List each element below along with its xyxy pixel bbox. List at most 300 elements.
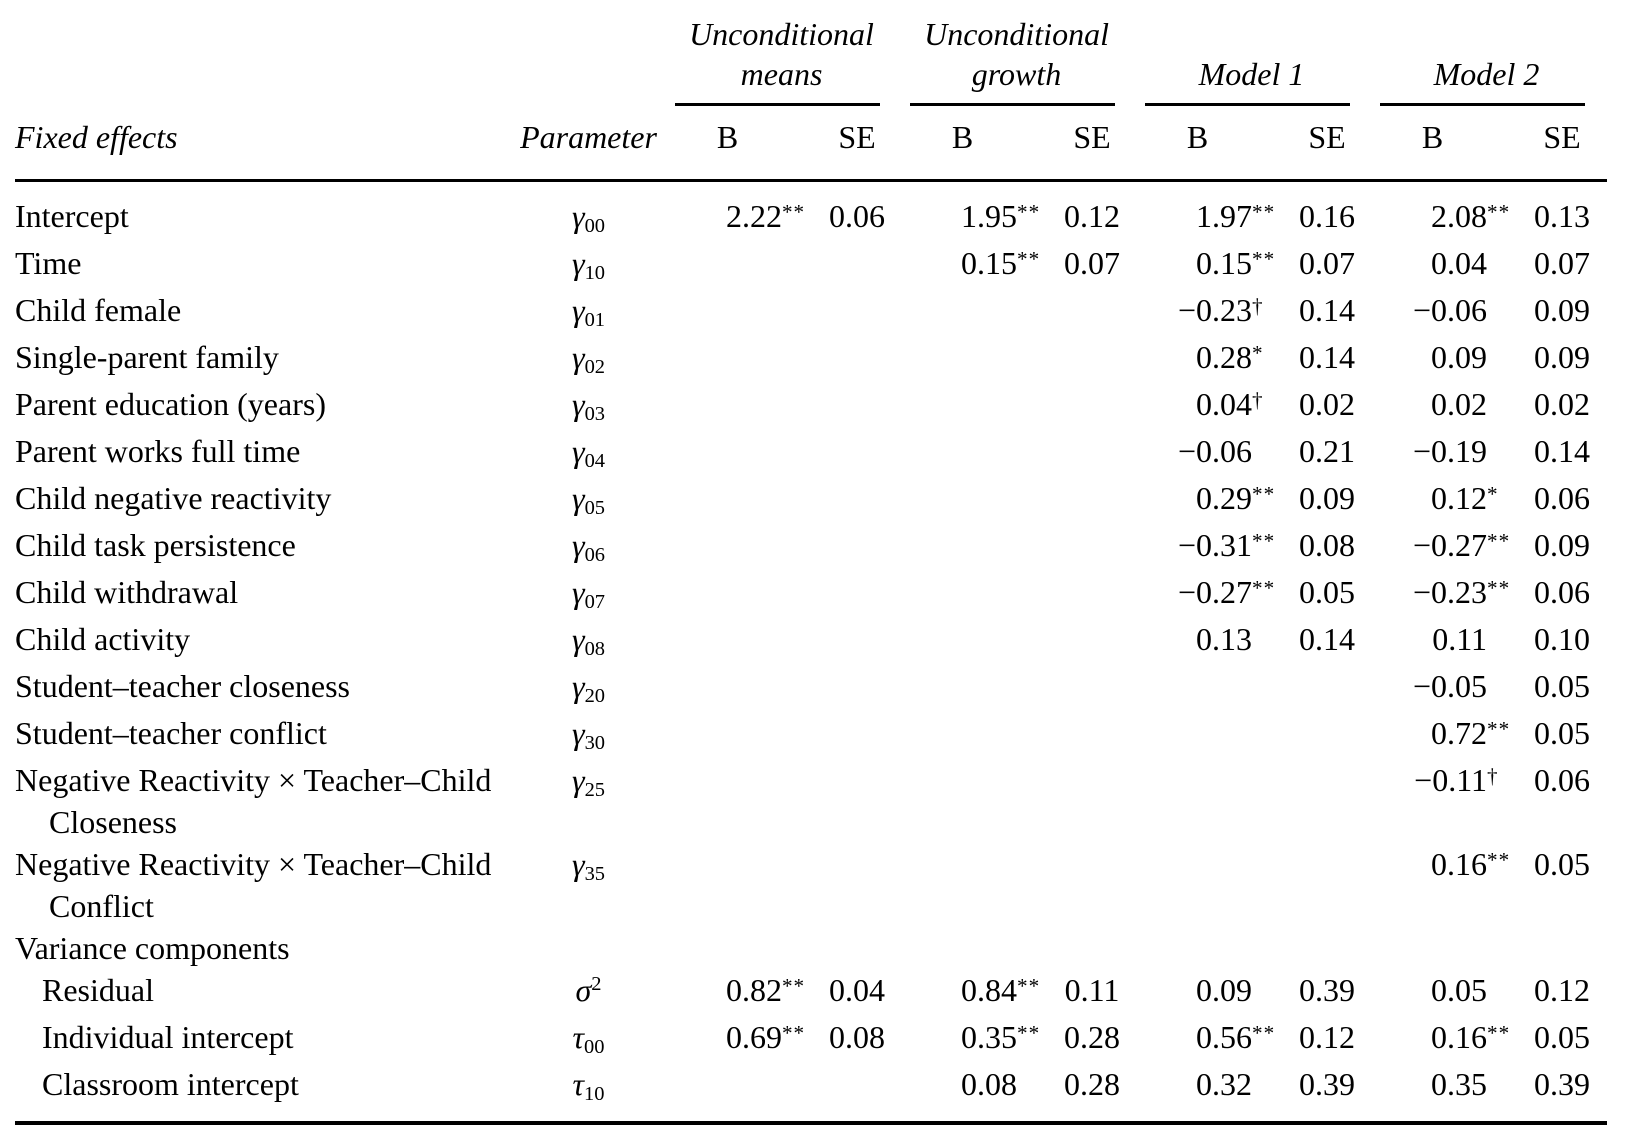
parameter-base: γ xyxy=(571,432,585,469)
group-header-model-1 xyxy=(1137,8,1372,106)
b-value: 0.04 † xyxy=(1196,383,1252,425)
se-value-cell xyxy=(1282,336,1372,383)
se-value-cell xyxy=(812,927,902,969)
significance-marker: ** xyxy=(1252,199,1276,224)
b-value: 0.02 xyxy=(1431,385,1488,422)
b-value-cell xyxy=(902,969,1047,1016)
b-value-cell xyxy=(667,1063,812,1123)
significance-marker: * xyxy=(1252,340,1264,365)
parameter-subscript: 06 xyxy=(584,543,606,566)
b-value-cell xyxy=(1372,618,1517,665)
b-value-cell xyxy=(1372,712,1517,759)
parameter-subscript: 35 xyxy=(584,862,606,885)
parameter-subscript: 08 xyxy=(584,637,606,660)
parameter-subscript: 20 xyxy=(584,684,606,707)
significance-marker: ** xyxy=(1487,847,1511,872)
significance-marker: ** xyxy=(782,973,806,998)
se-value: 0.09 xyxy=(1534,338,1591,375)
se-value-cell xyxy=(1282,180,1372,242)
table-row xyxy=(15,242,1607,289)
row-label-text: Parent education (years) xyxy=(15,385,326,422)
se-value-cell xyxy=(812,618,902,665)
parameter-symbol xyxy=(510,430,667,477)
b-value-cell xyxy=(902,180,1047,242)
b-value-cell xyxy=(902,712,1047,759)
b-value-cell xyxy=(1372,430,1517,477)
table-row xyxy=(15,712,1607,759)
table-row xyxy=(15,1016,1607,1063)
se-value: 0.04 xyxy=(829,971,885,1008)
column-header-parameter: Parameter xyxy=(510,106,667,180)
se-value-cell xyxy=(1047,289,1137,336)
b-value-cell xyxy=(667,180,812,242)
se-value: 0.09 xyxy=(1534,291,1591,328)
se-value-cell xyxy=(812,336,902,383)
group-header-model-2 xyxy=(1372,8,1607,106)
table-row xyxy=(15,289,1607,336)
column-header-b: B xyxy=(902,106,1047,180)
group-label: Model 2 xyxy=(1433,56,1540,92)
b-value-cell xyxy=(667,927,812,969)
b-value: −0.31 ** xyxy=(1178,524,1252,566)
parameter-symbol xyxy=(510,180,667,242)
table-row xyxy=(15,1063,1607,1123)
b-value-cell xyxy=(667,242,812,289)
se-value-cell xyxy=(1517,759,1607,843)
b-value-cell xyxy=(667,289,812,336)
se-value-cell xyxy=(1047,430,1137,477)
se-value-cell xyxy=(812,242,902,289)
se-value: 0.39 xyxy=(1534,1065,1591,1102)
row-label-text: Student–teacher conflict xyxy=(15,714,327,751)
b-value: 0.72 ** xyxy=(1431,712,1487,754)
se-value-cell xyxy=(1282,927,1372,969)
se-value-cell xyxy=(1047,180,1137,242)
b-value-cell xyxy=(1137,430,1282,477)
b-value: 0.08 xyxy=(961,1065,1018,1102)
se-value-cell xyxy=(812,180,902,242)
se-value-cell xyxy=(1517,383,1607,430)
row-label xyxy=(15,712,510,759)
b-value-cell xyxy=(667,430,812,477)
se-value-cell xyxy=(812,289,902,336)
se-value-cell xyxy=(1047,843,1137,927)
se-value-cell xyxy=(812,759,902,843)
se-value-cell xyxy=(1047,242,1137,289)
table-row xyxy=(15,618,1607,665)
se-value: 0.12 xyxy=(1064,197,1121,234)
se-value: 0.14 xyxy=(1299,620,1356,657)
se-value: 0.06 xyxy=(1534,479,1591,516)
column-header-row xyxy=(15,106,1607,180)
b-value: −0.19 xyxy=(1412,432,1488,469)
group-label: Model 1 xyxy=(1198,56,1305,92)
parameter-symbol xyxy=(510,477,667,524)
se-value-cell xyxy=(1282,571,1372,618)
se-value-cell xyxy=(812,430,902,477)
b-value-cell xyxy=(667,383,812,430)
se-value-cell xyxy=(1047,665,1137,712)
b-value: −0.05 xyxy=(1412,667,1488,704)
se-value: 0.39 xyxy=(1299,1065,1356,1102)
se-value-cell xyxy=(812,1063,902,1123)
parameter-subscript: 04 xyxy=(584,449,606,472)
se-value: 0.05 xyxy=(1534,845,1591,882)
se-value-cell xyxy=(1517,969,1607,1016)
b-value-cell xyxy=(902,383,1047,430)
b-value-cell xyxy=(902,336,1047,383)
row-label-text-wrap: Conflict xyxy=(49,887,154,924)
b-value-cell xyxy=(667,618,812,665)
model-group-header-row xyxy=(15,8,1607,106)
row-label xyxy=(15,759,510,843)
se-value-cell xyxy=(1282,289,1372,336)
row-label xyxy=(15,843,510,927)
parameter-base: γ xyxy=(571,667,585,704)
table-row xyxy=(15,759,1607,843)
b-value-cell xyxy=(1137,618,1282,665)
se-value-cell xyxy=(1517,571,1607,618)
b-value: 0.15 ** xyxy=(961,242,1017,284)
table-row xyxy=(15,180,1607,242)
se-value: 0.12 xyxy=(1534,971,1591,1008)
se-value: 0.28 xyxy=(1064,1065,1121,1102)
table-row xyxy=(15,477,1607,524)
se-value-cell xyxy=(1047,571,1137,618)
se-value: 0.02 xyxy=(1534,385,1591,422)
parameter-base: γ xyxy=(571,197,585,234)
b-value: 0.28 * xyxy=(1196,336,1252,378)
parameter-symbol xyxy=(510,1063,667,1123)
row-label-text: Single-parent family xyxy=(15,338,279,375)
parameter-symbol xyxy=(510,1016,667,1063)
b-value: 0.11 xyxy=(1432,620,1488,657)
row-label xyxy=(15,289,510,336)
se-value: 0.21 xyxy=(1299,432,1356,469)
b-value: 0.16 ** xyxy=(1431,843,1487,885)
row-label-text: Time xyxy=(15,244,82,281)
row-label-text: Negative Reactivity × Teacher–Child xyxy=(15,761,492,798)
b-value-cell xyxy=(902,843,1047,927)
row-label xyxy=(15,1063,510,1123)
group-label: Unconditional growth xyxy=(924,16,1109,92)
table-body xyxy=(15,180,1607,1123)
parameter-base: γ xyxy=(571,845,585,882)
group-header-unconditional-growth xyxy=(902,8,1137,106)
table-row xyxy=(15,430,1607,477)
parameter-subscript: 02 xyxy=(584,355,606,378)
parameter-subscript: 05 xyxy=(584,496,606,519)
parameter-symbol xyxy=(510,289,667,336)
b-value-cell xyxy=(667,477,812,524)
significance-marker: ** xyxy=(1017,1020,1041,1045)
table-row xyxy=(15,665,1607,712)
se-value-cell xyxy=(1282,843,1372,927)
parameter-subscript: 25 xyxy=(584,778,606,801)
parameter-symbol xyxy=(510,618,667,665)
group-header-unconditional-means xyxy=(667,8,902,106)
row-label-text: Child withdrawal xyxy=(15,573,239,610)
se-value-cell xyxy=(1282,430,1372,477)
se-value-cell xyxy=(1282,1063,1372,1123)
b-value-cell xyxy=(902,759,1047,843)
parameter-symbol xyxy=(510,242,667,289)
significance-marker: ** xyxy=(782,1020,806,1045)
column-header-b: B xyxy=(1137,106,1282,180)
se-value: 0.28 xyxy=(1064,1018,1121,1055)
se-value-cell xyxy=(1517,430,1607,477)
se-value: 0.07 xyxy=(1534,244,1591,281)
b-value: 1.95 ** xyxy=(961,195,1017,237)
table-row xyxy=(15,571,1607,618)
row-label xyxy=(15,477,510,524)
row-label xyxy=(15,571,510,618)
se-value-cell xyxy=(1282,242,1372,289)
section-label xyxy=(15,927,510,969)
se-value: 0.06 xyxy=(1534,573,1591,610)
parameter-symbol xyxy=(510,712,667,759)
row-label-text: Student–teacher closeness xyxy=(15,667,350,704)
parameter-base: γ xyxy=(571,338,585,375)
table-row xyxy=(15,383,1607,430)
b-value: 0.04 xyxy=(1431,244,1488,281)
b-value-cell xyxy=(1137,383,1282,430)
parameter-base: γ xyxy=(571,526,585,563)
parameter-base: γ xyxy=(571,620,585,657)
parameter-superscript: 2 xyxy=(591,973,602,996)
se-value: 0.09 xyxy=(1299,479,1356,516)
row-label-text: Child negative reactivity xyxy=(15,479,332,516)
b-value: −0.27 ** xyxy=(1178,571,1252,613)
parameter-base: γ xyxy=(571,385,585,422)
parameter-base: γ xyxy=(571,761,585,798)
b-value-cell xyxy=(902,289,1047,336)
section-row xyxy=(15,927,1607,969)
b-value-cell xyxy=(1372,927,1517,969)
se-value-cell xyxy=(1047,383,1137,430)
parameter-subscript: 01 xyxy=(584,308,606,331)
se-value-cell xyxy=(1282,524,1372,571)
parameter-base: γ xyxy=(571,479,585,516)
b-value-cell xyxy=(1372,665,1517,712)
parameter-subscript: 30 xyxy=(584,731,606,754)
parameter-base: γ xyxy=(571,573,585,610)
se-value-cell xyxy=(1282,383,1372,430)
significance-marker: ** xyxy=(1487,199,1511,224)
row-label-text: Individual intercept xyxy=(42,1018,294,1055)
b-value: 0.32 xyxy=(1196,1065,1253,1102)
b-value: 2.22 ** xyxy=(726,195,782,237)
se-value-cell xyxy=(1282,969,1372,1016)
se-value: 0.12 xyxy=(1299,1018,1356,1055)
b-value-cell xyxy=(667,665,812,712)
parameter-symbol xyxy=(510,843,667,927)
b-value: 0.05 xyxy=(1431,971,1488,1008)
b-value-cell xyxy=(1137,571,1282,618)
se-value-cell xyxy=(1282,665,1372,712)
b-value-cell xyxy=(1137,336,1282,383)
se-value-cell xyxy=(812,969,902,1016)
parameter-base: γ xyxy=(571,244,585,281)
row-label xyxy=(15,618,510,665)
column-header-fixed-effects: Fixed effects xyxy=(15,106,510,180)
significance-marker: † xyxy=(1487,763,1499,788)
parameter-symbol xyxy=(510,571,667,618)
b-value-cell xyxy=(902,618,1047,665)
b-value-cell xyxy=(1372,383,1517,430)
b-value-cell xyxy=(1372,336,1517,383)
b-value-cell xyxy=(902,242,1047,289)
b-value-cell xyxy=(667,712,812,759)
b-value: 0.16 ** xyxy=(1431,1016,1487,1058)
se-value: 0.10 xyxy=(1534,620,1591,657)
b-value: 0.12 * xyxy=(1431,477,1487,519)
se-value: 0.14 xyxy=(1534,432,1591,469)
b-value-cell xyxy=(1137,1063,1282,1123)
row-label-text: Intercept xyxy=(15,197,129,234)
parameter-base: τ xyxy=(572,1018,584,1055)
se-value-cell xyxy=(1517,477,1607,524)
se-value-cell xyxy=(812,524,902,571)
b-value-cell xyxy=(667,969,812,1016)
b-value-cell xyxy=(1372,969,1517,1016)
se-value-cell xyxy=(1517,180,1607,242)
se-value-cell xyxy=(1517,1063,1607,1123)
row-label-text: Child task persistence xyxy=(15,526,296,563)
se-value: 0.07 xyxy=(1299,244,1356,281)
se-value-cell xyxy=(1047,336,1137,383)
b-value-cell xyxy=(1137,665,1282,712)
se-value-cell xyxy=(1517,289,1607,336)
row-label-text: Variance components xyxy=(15,929,290,966)
parameter-subscript: 10 xyxy=(584,261,606,284)
parameter-symbol xyxy=(510,665,667,712)
b-value-cell xyxy=(1372,180,1517,242)
row-label xyxy=(15,336,510,383)
se-value: 0.16 xyxy=(1299,197,1356,234)
significance-marker: † xyxy=(1252,293,1264,318)
se-value-cell xyxy=(1047,1063,1137,1123)
se-value: 0.08 xyxy=(829,1018,885,1055)
b-value: 2.08 ** xyxy=(1431,195,1487,237)
significance-marker: ** xyxy=(1487,575,1511,600)
se-value-cell xyxy=(1517,1016,1607,1063)
b-value-cell xyxy=(1137,843,1282,927)
row-label xyxy=(15,665,510,712)
b-value-cell xyxy=(1137,289,1282,336)
b-value: 0.82 ** xyxy=(726,969,782,1011)
b-value-cell xyxy=(1137,927,1282,969)
table-row xyxy=(15,524,1607,571)
column-header-b: B xyxy=(667,106,812,180)
se-value-cell xyxy=(812,571,902,618)
b-value-cell xyxy=(902,477,1047,524)
se-value: 0.39 xyxy=(1299,971,1356,1008)
spacer-cell xyxy=(510,8,667,106)
b-value: −0.11 † xyxy=(1414,759,1487,801)
b-value-cell xyxy=(902,1016,1047,1063)
se-value: 0.05 xyxy=(1534,714,1591,751)
se-value-cell xyxy=(1517,712,1607,759)
b-value-cell xyxy=(902,665,1047,712)
significance-marker: ** xyxy=(1252,575,1276,600)
b-value-cell xyxy=(1372,571,1517,618)
b-value: −0.06 xyxy=(1177,432,1253,469)
b-value: 0.35 xyxy=(1431,1065,1488,1102)
se-value-cell xyxy=(812,665,902,712)
b-value-cell xyxy=(667,336,812,383)
b-value: −0.23 † xyxy=(1178,289,1252,331)
se-value: 0.06 xyxy=(829,197,885,234)
b-value-cell xyxy=(1372,524,1517,571)
table-header xyxy=(15,8,1607,180)
b-value: 0.29 ** xyxy=(1196,477,1252,519)
group-label: Unconditional means xyxy=(689,16,874,92)
b-value-cell xyxy=(902,1063,1047,1123)
b-value-cell xyxy=(667,759,812,843)
se-value-cell xyxy=(1282,712,1372,759)
table-row xyxy=(15,969,1607,1016)
b-value: 0.69 ** xyxy=(726,1016,782,1058)
se-value-cell xyxy=(1047,524,1137,571)
significance-marker: * xyxy=(1487,481,1499,506)
se-value-cell xyxy=(812,712,902,759)
se-value-cell xyxy=(1047,927,1137,969)
se-value: 0.05 xyxy=(1299,573,1356,610)
significance-marker: ** xyxy=(1252,1020,1276,1045)
significance-marker: ** xyxy=(1017,973,1041,998)
parameter-subscript: 10 xyxy=(583,1082,605,1105)
b-value-cell xyxy=(1137,242,1282,289)
se-value-cell xyxy=(1517,927,1607,969)
se-value: 0.07 xyxy=(1064,244,1121,281)
b-value-cell xyxy=(667,843,812,927)
b-value-cell xyxy=(1137,759,1282,843)
b-value-cell xyxy=(1137,180,1282,242)
parameter-symbol xyxy=(510,524,667,571)
b-value-cell xyxy=(1372,289,1517,336)
row-label-text-wrap: Closeness xyxy=(49,803,177,840)
b-value: 0.56 ** xyxy=(1196,1016,1252,1058)
b-value: 0.09 xyxy=(1196,971,1253,1008)
se-value: 0.02 xyxy=(1299,385,1356,422)
b-value-cell xyxy=(1372,1016,1517,1063)
row-label-text: Residual xyxy=(42,971,154,1008)
b-value-cell xyxy=(1372,843,1517,927)
b-value: 0.15 ** xyxy=(1196,242,1252,284)
se-value-cell xyxy=(1047,712,1137,759)
se-value: 0.09 xyxy=(1534,526,1591,563)
se-value-cell xyxy=(1282,618,1372,665)
column-header-se: SE xyxy=(1517,106,1607,180)
column-header-se: SE xyxy=(1047,106,1137,180)
b-value: −0.06 xyxy=(1412,291,1488,328)
b-value: 1.97 ** xyxy=(1196,195,1252,237)
significance-marker: ** xyxy=(1252,481,1276,506)
se-value-cell xyxy=(1047,618,1137,665)
b-value: −0.27 ** xyxy=(1413,524,1487,566)
se-value-cell xyxy=(1517,242,1607,289)
b-value: 0.35 ** xyxy=(961,1016,1017,1058)
se-value: 0.05 xyxy=(1534,1018,1591,1055)
se-value-cell xyxy=(1282,759,1372,843)
se-value-cell xyxy=(1047,759,1137,843)
b-value-cell xyxy=(667,1016,812,1063)
row-label xyxy=(15,242,510,289)
spacer-cell xyxy=(15,8,510,106)
b-value-cell xyxy=(1137,1016,1282,1063)
row-label xyxy=(15,430,510,477)
